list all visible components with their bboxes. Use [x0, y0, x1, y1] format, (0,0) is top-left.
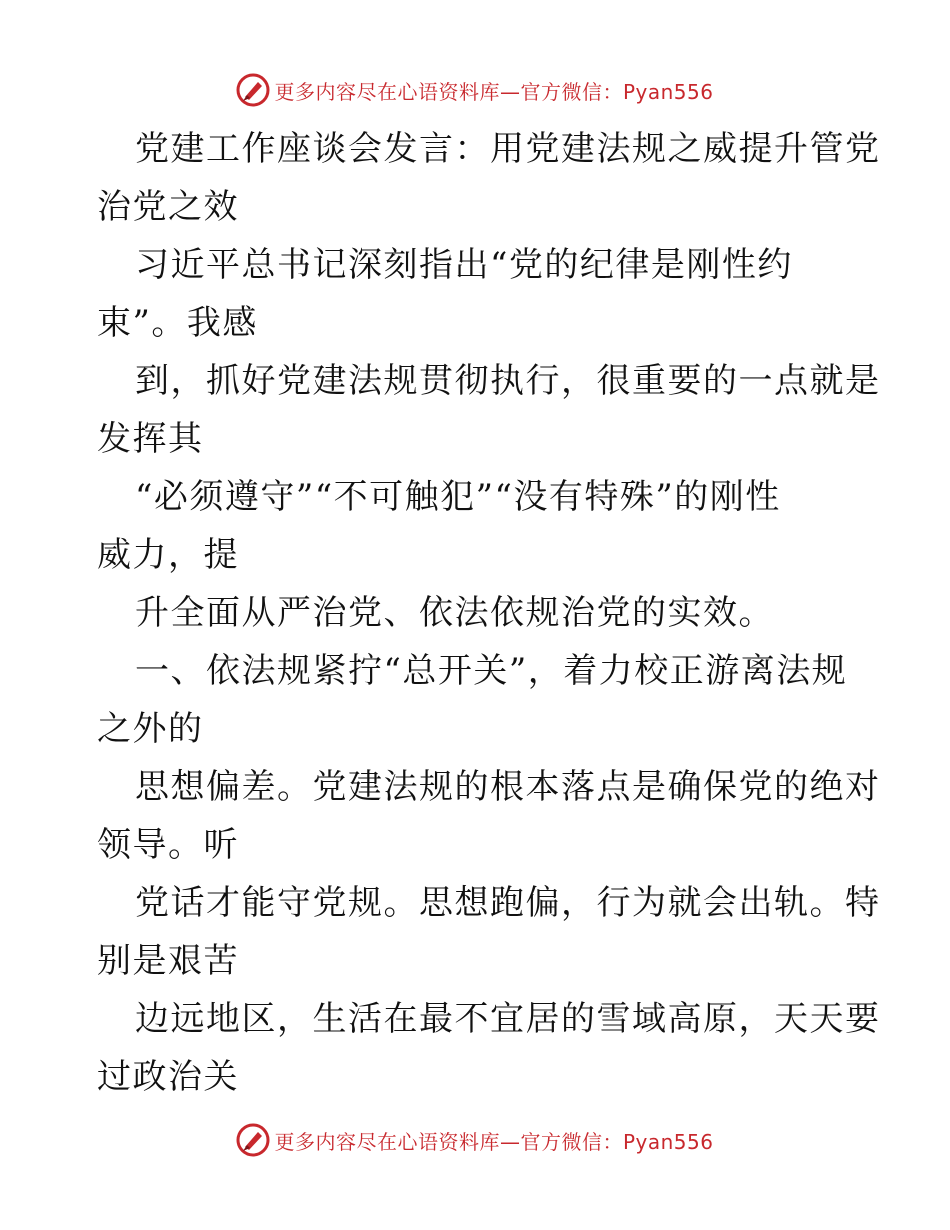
document-body	[97, 120, 881, 1106]
text-line: 治党之效	[97, 187, 239, 227]
text-line: 过政治关	[97, 1057, 239, 1097]
text-line: 发挥其	[97, 419, 204, 459]
text-line: 别是艰苦	[97, 941, 239, 981]
text-line: 升全面从严治党、依法依规治党的实效。	[135, 593, 774, 633]
text-line: 边远地区，生活在最不宜居的雪域高原，天天要	[135, 999, 881, 1039]
text-line: 领导。听	[97, 825, 239, 865]
text-line: 党话才能守党规。思想跑偏，行为就会出轨。特	[135, 883, 881, 923]
text-line: 思想偏差。党建法规的根本落点是确保党的绝对	[135, 767, 881, 807]
text-line: 党建工作座谈会发言：用党建法规之威提升管党	[135, 129, 881, 169]
text-line: 一、依法规紧拧“总开关”，着力校正游离法规	[135, 651, 848, 691]
banner-text: 更多内容尽在心语资料库—官方微信：Pyan556	[274, 1129, 714, 1154]
text-line: “必须遵守”“不可触犯”“没有特殊”的刚性	[135, 477, 781, 517]
text-line: 威力，提	[97, 535, 239, 575]
text-line: 之外的	[97, 709, 204, 749]
logo-icon	[236, 1123, 270, 1157]
text-line: 习近平总书记深刻指出“党的纪律是刚性约	[135, 245, 793, 285]
logo-icon	[236, 73, 270, 107]
text-line: 到，抓好党建法规贯彻执行，很重要的一点就是	[135, 361, 881, 401]
footer-banner	[0, 1120, 950, 1160]
header-banner	[0, 70, 950, 110]
text-line: 束”。我感	[97, 303, 258, 343]
banner-text: 更多内容尽在心语资料库—官方微信：Pyan556	[274, 79, 714, 104]
